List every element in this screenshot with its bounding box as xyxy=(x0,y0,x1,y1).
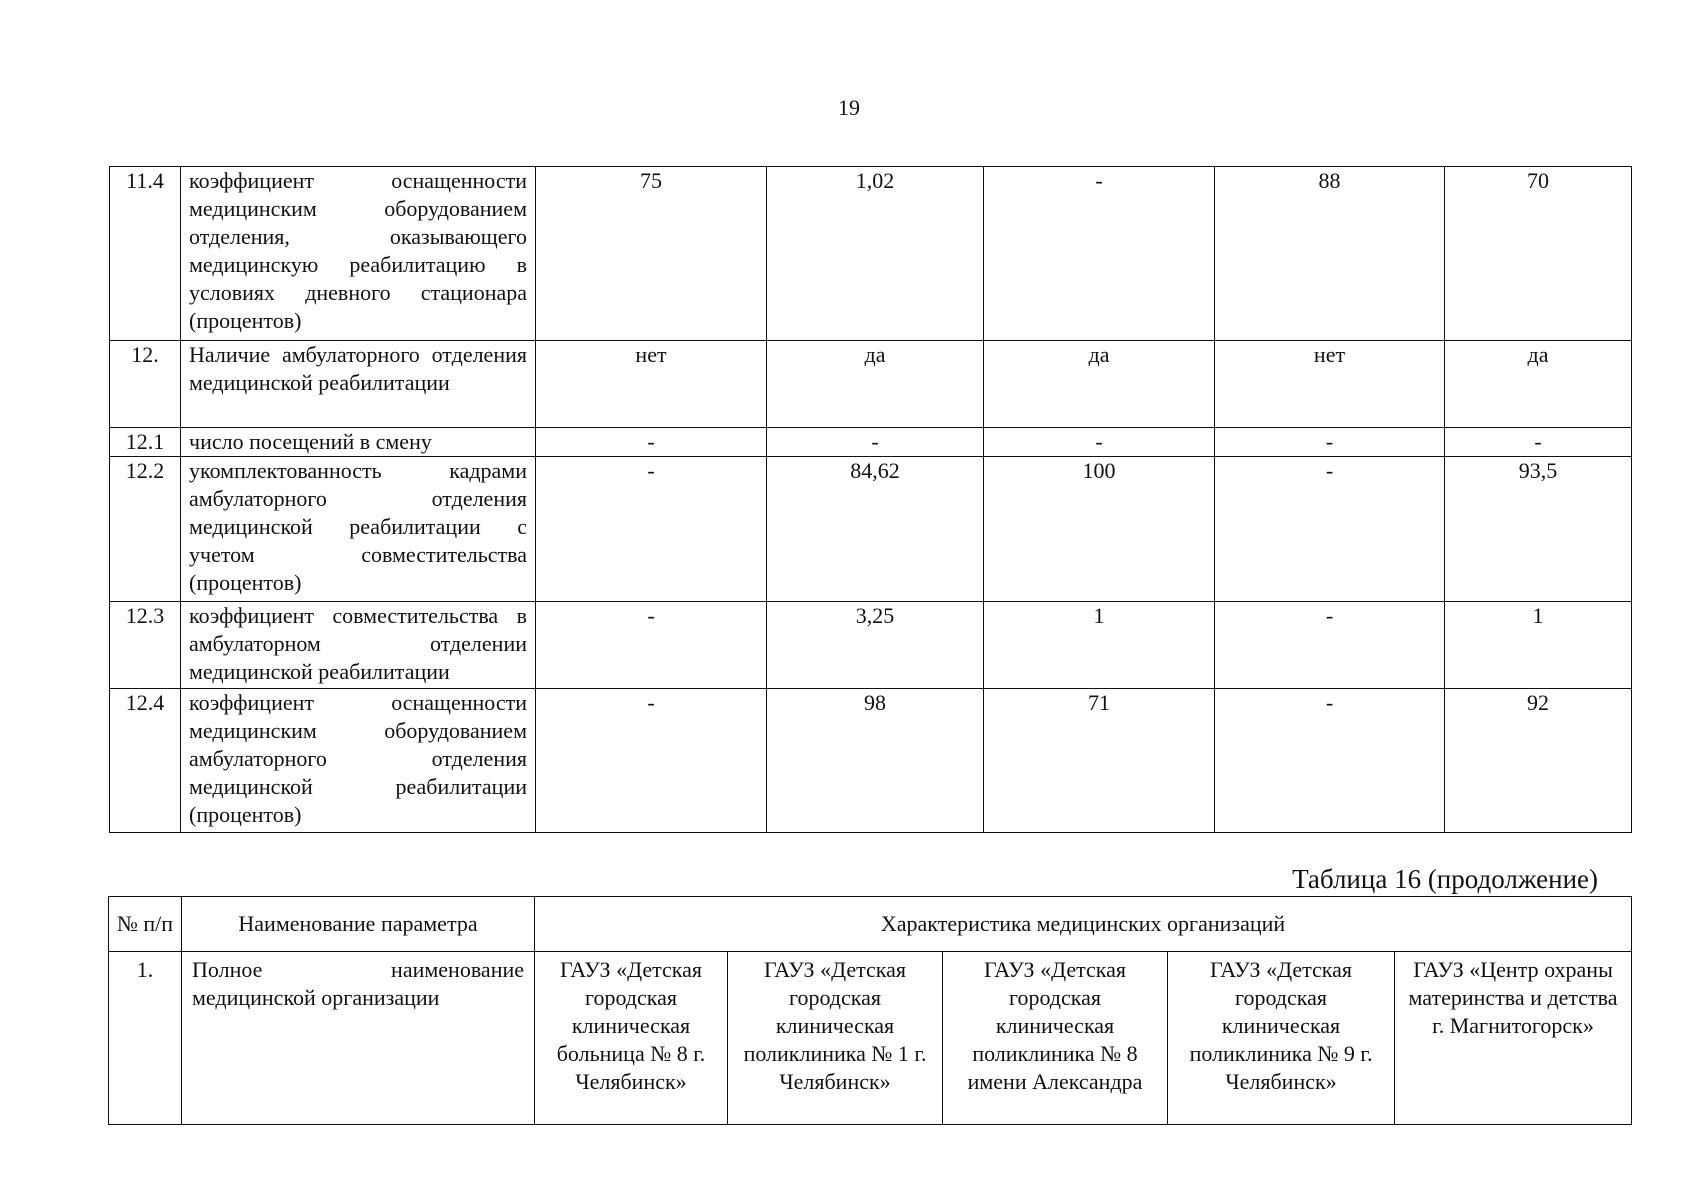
table-header-row xyxy=(109,897,1632,952)
value-cell: - xyxy=(1215,428,1445,457)
organization-name: ГАУЗ «Детская городская клиническая поликлиника № 8 имени Александра xyxy=(943,952,1168,1125)
page-number: 19 xyxy=(838,95,860,120)
value-cell: да xyxy=(1445,341,1632,428)
value-cell: 1 xyxy=(1445,602,1632,689)
value-cell: - xyxy=(536,457,767,602)
value-cell: 100 xyxy=(984,457,1215,602)
value-cell: - xyxy=(536,428,767,457)
row-number: 11.4 xyxy=(110,167,181,341)
parameters-table xyxy=(109,166,1632,833)
row-number: 12.2 xyxy=(110,457,181,602)
value-cell: нет xyxy=(1215,341,1445,428)
value-cell: 88 xyxy=(1215,167,1445,341)
organization-name: ГАУЗ «Детская городская клиническая поликлиника № 1 г. Челябинск» xyxy=(728,952,943,1125)
value-cell: - xyxy=(1215,689,1445,833)
organization-name: ГАУЗ «Детская городская клиническая поликлиника № 9 г. Челябинск» xyxy=(1168,952,1395,1125)
header-organizations: Характеристика медицинских организаций xyxy=(535,897,1632,952)
parameter-name: укомплектованность кадрами амбулаторного отделения медицинской реабилитации с учетом совместительства (процентов) xyxy=(181,457,536,602)
organizations-table xyxy=(108,896,1632,1125)
value-cell: 1 xyxy=(984,602,1215,689)
value-cell: 84,62 xyxy=(767,457,984,602)
header-parameter: Наименование параметра xyxy=(182,897,535,952)
value-cell: 1,02 xyxy=(767,167,984,341)
parameter-name: коэффициент оснащенности медицинским оборудованием амбулаторного отделения медицинской реабилитации (процентов) xyxy=(181,689,536,833)
table-row xyxy=(110,457,1632,602)
value-cell: да xyxy=(984,341,1215,428)
value-cell: 71 xyxy=(984,689,1215,833)
value-cell: - xyxy=(1215,602,1445,689)
row-number: 12.4 xyxy=(110,689,181,833)
row-number: 12. xyxy=(110,341,181,428)
table-row xyxy=(110,341,1632,428)
table-row xyxy=(110,428,1632,457)
row-number: 1. xyxy=(109,952,182,1125)
value-cell: 92 xyxy=(1445,689,1632,833)
parameter-name: коэффициент совместительства в амбулаторном отделении медицинской реабилитации xyxy=(181,602,536,689)
organization-name: ГАУЗ «Детская городская клиническая больница № 8 г. Челябинск» xyxy=(535,952,728,1125)
value-cell: да xyxy=(767,341,984,428)
table-caption: Таблица 16 (продолжение) xyxy=(1292,864,1598,894)
value-cell: - xyxy=(984,428,1215,457)
value-cell: 75 xyxy=(536,167,767,341)
value-cell: 70 xyxy=(1445,167,1632,341)
table-row xyxy=(110,689,1632,833)
table-row xyxy=(110,167,1632,341)
parameter-name: Наличие амбулаторного отделения медицинской реабилитации xyxy=(181,341,536,428)
value-cell: - xyxy=(536,602,767,689)
table-row xyxy=(109,952,1632,1125)
value-cell: - xyxy=(1215,457,1445,602)
value-cell: - xyxy=(984,167,1215,341)
parameter-name: коэффициент оснащенности медицинским оборудованием отделения, оказывающего медицинскую реабилитацию в условиях дневного стационара (процентов) xyxy=(181,167,536,341)
value-cell: - xyxy=(767,428,984,457)
row-number: 12.3 xyxy=(110,602,181,689)
value-cell: - xyxy=(536,689,767,833)
value-cell: 98 xyxy=(767,689,984,833)
header-number: № п/п xyxy=(109,897,182,952)
table-row xyxy=(110,602,1632,689)
value-cell: нет xyxy=(536,341,767,428)
value-cell: 93,5 xyxy=(1445,457,1632,602)
value-cell: 3,25 xyxy=(767,602,984,689)
value-cell: - xyxy=(1445,428,1632,457)
parameter-name: число посещений в смену xyxy=(181,428,536,457)
parameter-name: Полное наименование медицинской организации xyxy=(182,952,535,1125)
row-number: 12.1 xyxy=(110,428,181,457)
organization-name: ГАУЗ «Центр охраны материнства и детства г. Магнитогорск» xyxy=(1395,952,1632,1125)
